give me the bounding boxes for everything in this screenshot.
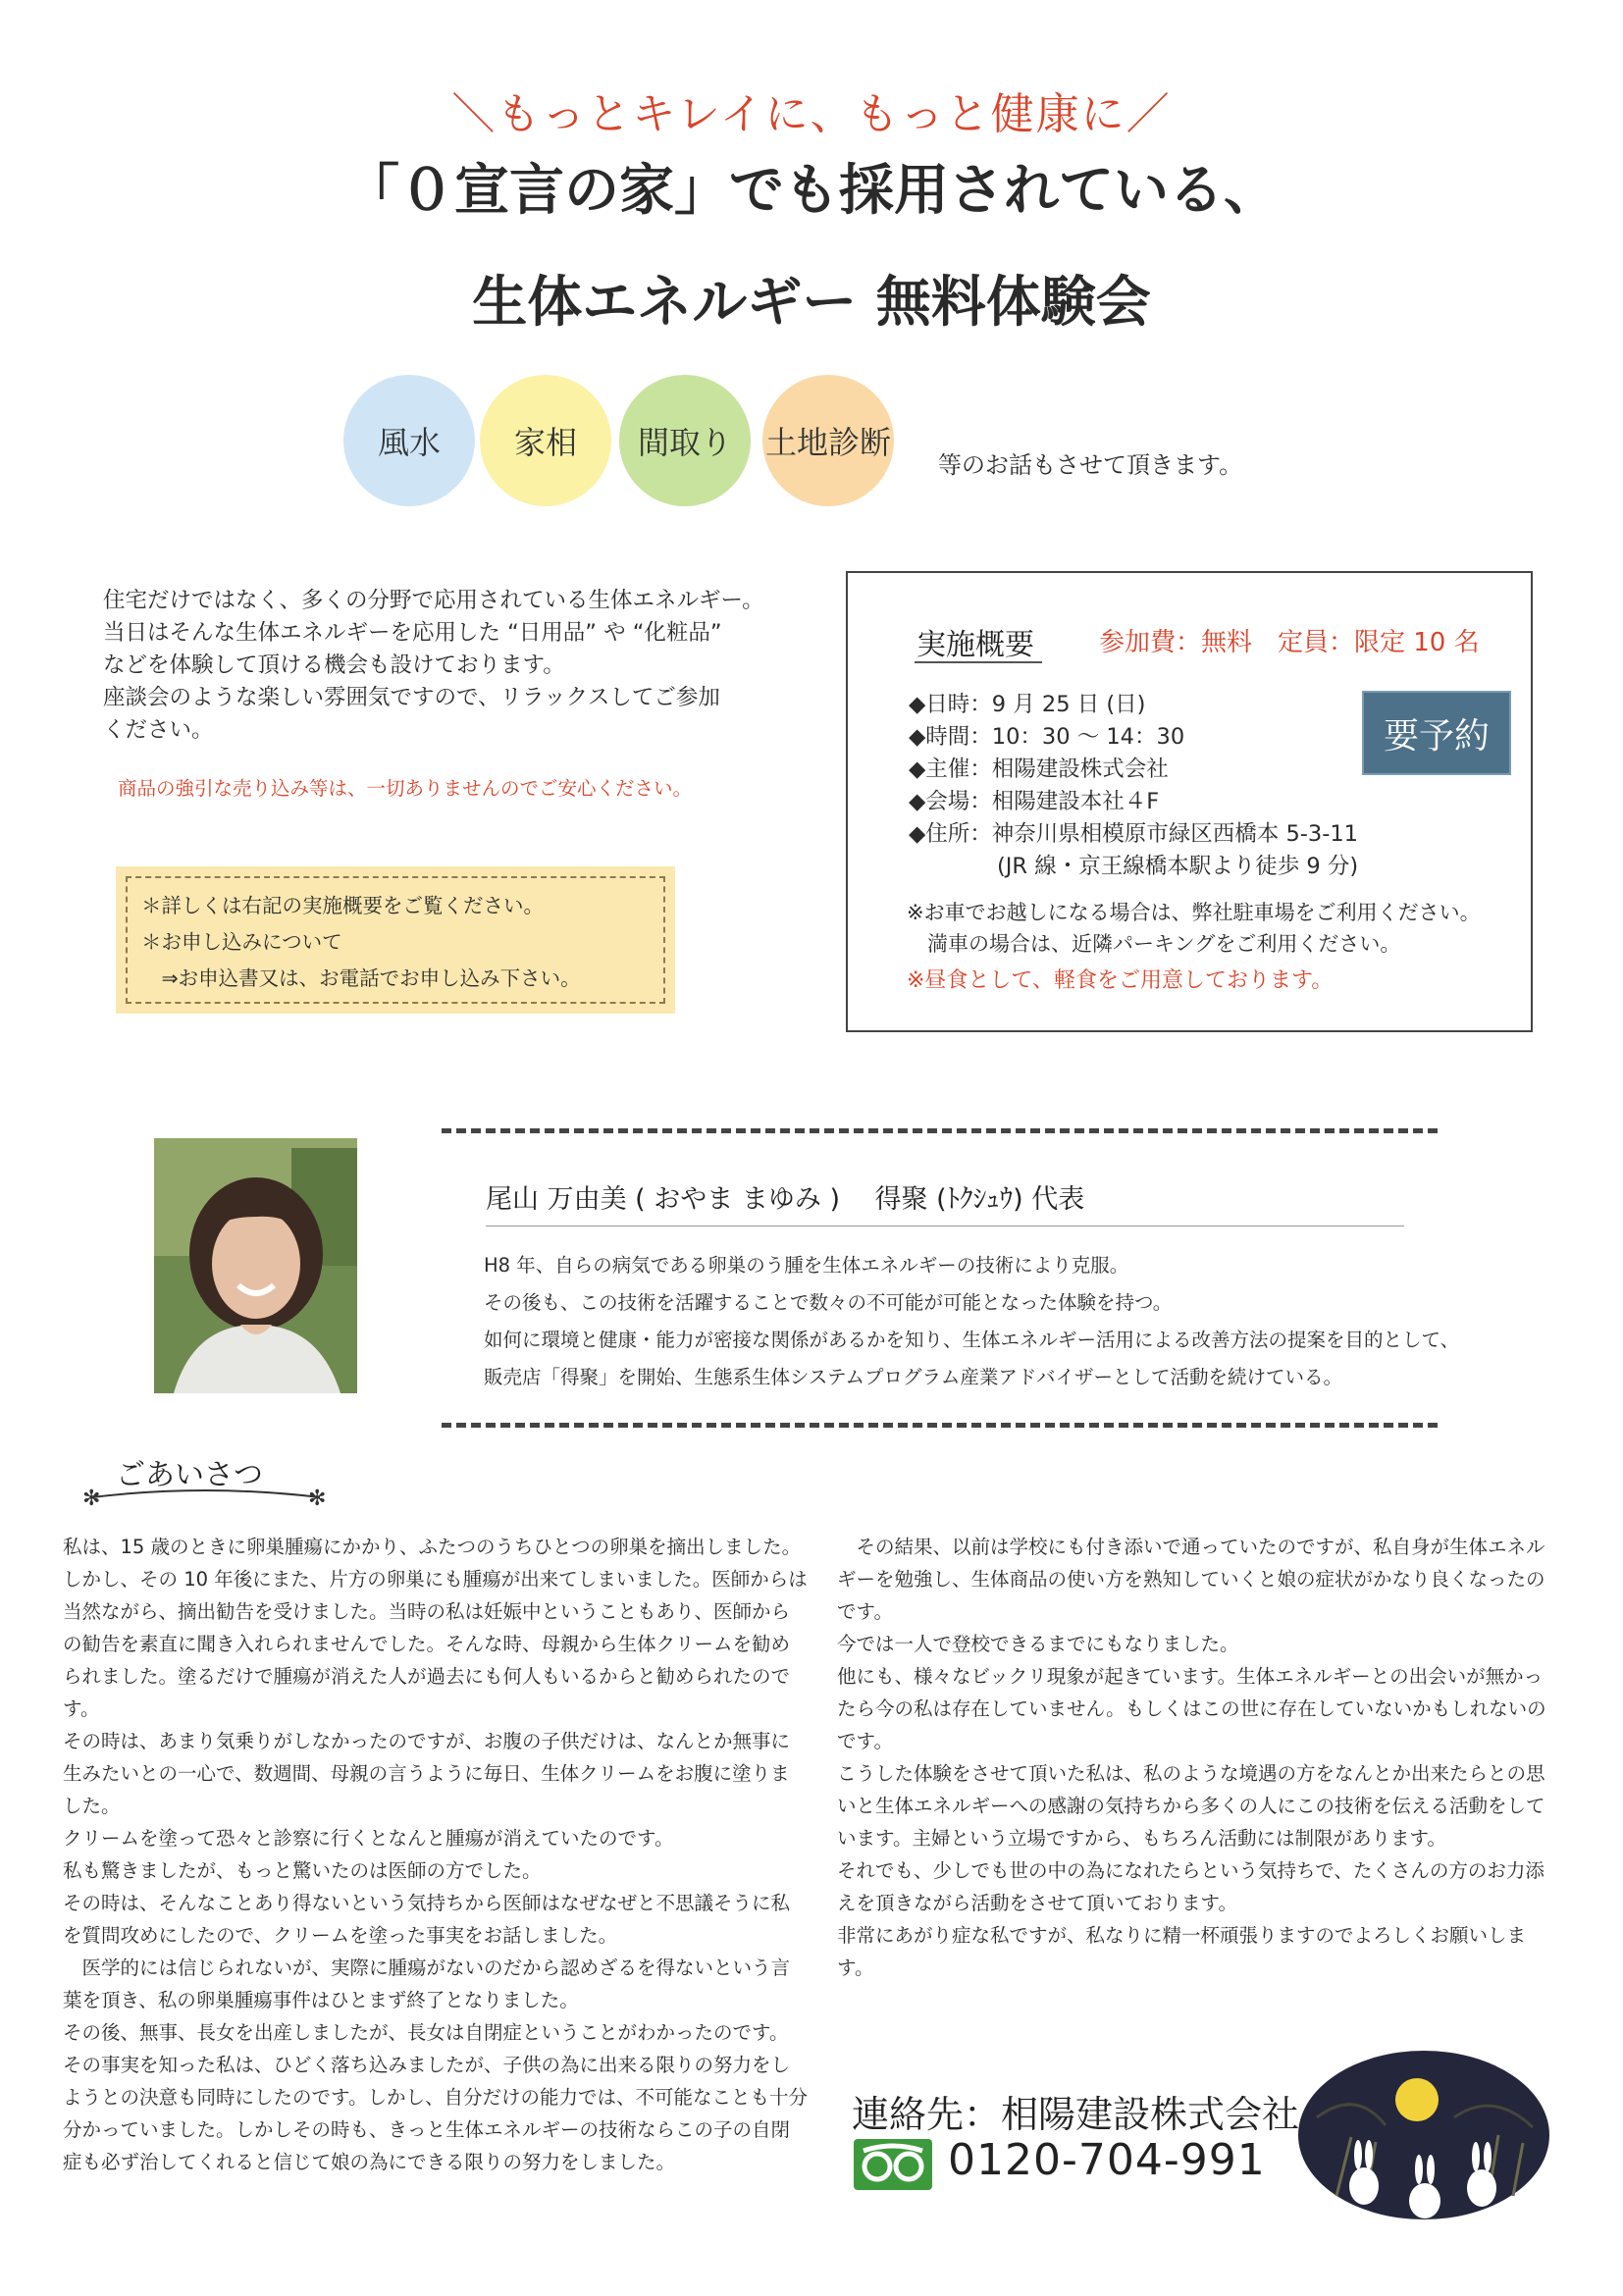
divider-dashed <box>442 1128 1438 1133</box>
phone-number: 0120-704-991 <box>948 2135 1266 2185</box>
intro-line: 当日はそんな生体エネルギーを応用した “日用品” や “化粧品” <box>103 620 722 646</box>
greeting-paragraph: それでも、少しでも世の中の為になれたらという気持ちで、たくさんの方のお力添えを頂きながら活動をさせて頂いております。 <box>837 1859 1544 1914</box>
free-dial-icon <box>854 2139 932 2190</box>
detail-address: ◆住所：神奈川県相模原市緑区西橋本 5-3-11 <box>909 821 1358 847</box>
parking-line: 満車の場合は、近隣パーキングをご利用ください。 <box>907 932 1401 956</box>
greeting-paragraph: その結果、以前は学校にも付き添いで通っていたのですが、私自身が生体エネルギーを勉強し、生体商品の使い方を熟知していくと娘の症状がかなり良くなったのです。 <box>837 1536 1545 1623</box>
topics-suffix: 等のお話もさせて頂きます。 <box>938 451 1243 479</box>
event-details <box>909 689 1358 883</box>
application-note-box <box>116 866 675 1014</box>
detail-venue: ◆会場：相陽建設本社４F <box>909 789 1160 814</box>
parking-line: ※お車でお越しになる場合は、弊社駐車場をご利用ください。 <box>907 901 1481 924</box>
intro-line: などを体験して頂ける機会も設けております。 <box>103 652 565 678</box>
topic-circle <box>480 375 611 506</box>
intro-text <box>103 585 810 747</box>
greeting-paragraph: その事実を知った私は、ひどく落ち込みましたが、子供の為に出来る限りの努力をしようとの決意も同時にしたのです。しかし、自分だけの能力では、不可能なことも十分分かっていました。しかしその時も、きっと生体エネルギーの技術ならこの子の自閉症も必ず治してくれると信じて娘の為にできる限りの努力をしました。 <box>63 2054 808 2173</box>
bio-line: 販売店「得聚」を開始、生態系生体システムプログラム産業アドバイザーとして活動を続けている。 <box>484 1366 1342 1388</box>
greeting-paragraph: 今では一人で登校できるまでにもなりました。 <box>837 1633 1239 1655</box>
title-line-2: 生体エネルギー 無料体験会 <box>472 271 1151 335</box>
greeting-paragraph: クリームを塗って恐々と診察に行くとなんと腫瘍が消えていたのです。 <box>63 1827 674 1850</box>
greeting-paragraph: 医学的には信じられないが、実際に腫瘍がないのだから認めざるを得ないという言葉を頂き、私の卵巣腫瘍事件はひとまず終了となりました。 <box>63 1957 791 2011</box>
topic-circle <box>619 375 751 506</box>
fee-and-capacity: 参加費：無料 定員：限定 10 名 <box>1099 628 1480 657</box>
greeting-paragraph: 非常にあがり症な私ですが、私なりに精一杯頑張りますのでよろしくお願いします。 <box>837 1924 1527 1979</box>
parking-note <box>907 897 1481 960</box>
note-line: ＊詳しくは右記の実施概要をご覧ください。 <box>141 894 544 917</box>
greeting-paragraph: こうした体験をさせて頂いた私は、私のような境遇の方をなんとか出来たらとの思いと生体エネルギーへの感謝の気持ちから多くの人にこの技術を伝える活動をしています。主婦という立場ですから、もちろん活動には制限があります。 <box>837 1762 1545 1850</box>
detail-organizer: ◆主催：相陽建設株式会社 <box>909 757 1169 782</box>
intro-line: 住宅だけではなく、多くの分野で応用されている生体エネルギー。 <box>103 588 764 613</box>
detail-date: ◆日時：9 月 25 日 (日) <box>909 692 1146 717</box>
detail-access: (JR 線・京王線橋本駅より徒歩 9 分) <box>909 854 1359 879</box>
bio-line: 如何に環境と健康・能力が密接な関係があるかを知り、生体エネルギー活用による改善方法の提案を目的として、 <box>484 1329 1460 1351</box>
summary-title-underline <box>915 661 1042 663</box>
tagline: ＼もっとキレイに、もっと健康に／ <box>451 89 1172 139</box>
topic-circle <box>343 375 475 506</box>
bio-line: その後も、この技術を活躍することで数々の不可能が可能となった体験を持つ。 <box>484 1291 1173 1314</box>
greeting-column-left <box>63 1531 809 2178</box>
topic-label: 土地診断 <box>764 424 891 461</box>
greeting-underline-icon <box>77 1478 332 1509</box>
topic-label: 家相 <box>513 424 577 461</box>
title-line-1: 「０宣言の家」でも採用されている、 <box>344 159 1279 223</box>
no-hard-sell-note: 商品の強引な売り込み等は、一切ありませんのでご安心ください。 <box>118 777 693 800</box>
note-line: ⇒お申込書又は、お電話でお申し込み下さい。 <box>141 966 581 990</box>
topic-circle <box>762 375 894 506</box>
presenter-name: 尾山 万由美 ( おやま まゆみ ) 得聚 (ﾄｸｼｭｳ) 代表 <box>486 1184 1085 1215</box>
presenter-bio <box>484 1247 1459 1396</box>
summary-title: 実施概要 <box>916 628 1034 662</box>
note-line: ＊お申し込みについて <box>141 930 342 954</box>
svg-text:✻: ✻ <box>82 1487 101 1509</box>
topic-label: 間取り <box>637 424 732 461</box>
detail-time: ◆時間：10：30 ～ 14：30 <box>909 724 1185 750</box>
greeting-paragraph: 他にも、様々なビックリ現象が起きています。生体エネルギーとの出会いが無かったら今の私は存在していません。もしくはこの世に存在していないかもしれないのです。 <box>837 1665 1546 1752</box>
lunch-note: ※昼食として、軽食をご用意しております。 <box>907 968 1334 993</box>
contact-label: 連絡先：相陽建設株式会社 <box>852 2093 1300 2136</box>
moon-rabbits-illustration <box>1297 2049 1550 2221</box>
greeting-column-right <box>837 1531 1558 1984</box>
presenter-photo <box>154 1138 357 1393</box>
svg-text:✻: ✻ <box>308 1487 327 1509</box>
greeting-paragraph: 私も驚きましたが、もっと驚いたのは医師の方でした。 <box>63 1859 542 1882</box>
event-summary-box <box>846 571 1533 1032</box>
greeting-heading <box>77 1450 332 1509</box>
intro-line: 座談会のような楽しい雰囲気ですので、リラックスしてご参加 <box>103 685 720 710</box>
bio-line: H8 年、自らの病気である卵巣のう腫を生体エネルギーの技術により克服。 <box>484 1254 1129 1277</box>
greeting-paragraph: その後、無事、長女を出産しましたが、長女は自閉症ということがわかったのです。 <box>63 2021 789 2044</box>
divider-dashed <box>442 1423 1438 1428</box>
topic-label: 風水 <box>377 424 441 461</box>
greeting-paragraph: その時は、そんなことあり得ないという気持ちから医師はなぜなぜと不思議そうに私を質問攻めにしたので、クリームを塗った事実をお話しました。 <box>63 1892 791 1947</box>
greeting-paragraph: 私は、15 歳のときに卵巣腫瘍にかかり、ふたつのうちひとつの卵巣を摘出しました。しかし、その 10 年後にまた、片方の卵巣にも腫瘍が出来てしまいました。医師からは当然ながら、摘出勧告を受けました。当時の私は妊娠中ということもあり、医師からの勧告を素直に聞き入れられませんでした。そんな時、母親から生体クリームを勧められました。塗るだけで腫瘍が消えた人が過去にも何人もいるからと勧められたのです。 <box>63 1536 808 1720</box>
greeting-paragraph: その時は、あまり気乗りがしなかったのですが、お腹の子供だけは、なんとか無事に生みたいとの一心で、数週間、母親の言うように毎日、生体クリームをお腹に塗りました。 <box>63 1730 791 1817</box>
reservation-required-badge: 要予約 <box>1362 691 1511 775</box>
intro-line: ください。 <box>103 717 214 743</box>
greeting-heading-text: ごあいさつ <box>116 1458 263 1492</box>
